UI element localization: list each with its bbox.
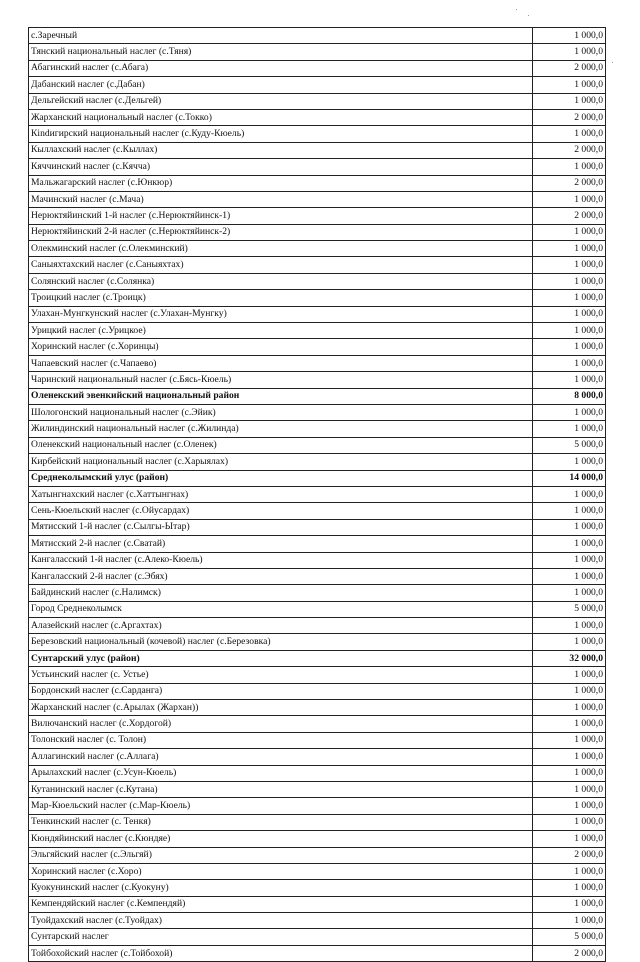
amount-cell: 1 000,0 xyxy=(533,585,606,601)
table-row xyxy=(29,224,606,240)
settlement-name-cell: Кирбейский национальный наслег (с.Харыялах) xyxy=(29,454,533,470)
table-row xyxy=(29,306,606,322)
settlement-name-cell: Кутанинский наслег (с.Кутана) xyxy=(29,781,533,797)
amount-cell: 1 000,0 xyxy=(533,290,606,306)
settlement-name-cell: Толонский наслег (с. Толон) xyxy=(29,732,533,748)
settlement-name-cell: Хатынгнахский наслег (с.Хаттынгнах) xyxy=(29,486,533,502)
amount-cell: 1 000,0 xyxy=(533,503,606,519)
amount-cell: 1 000,0 xyxy=(533,568,606,584)
amount-cell: 1 000,0 xyxy=(533,683,606,699)
amount-cell: 2 000,0 xyxy=(533,208,606,224)
allocation-table xyxy=(28,27,606,962)
settlement-name-cell: Кыллахский наслег (с.Кыллах) xyxy=(29,142,533,158)
settlement-name-cell: Алазейский наслег (с.Аргахтах) xyxy=(29,618,533,634)
table-row xyxy=(29,749,606,765)
settlement-name-cell: Куокунинский наслег (с.Куокуну) xyxy=(29,880,533,896)
settlement-name-cell: Кяччинский наслег (с.Кячча) xyxy=(29,159,533,175)
settlement-name-cell: Урицкий наслег (с.Урицкое) xyxy=(29,323,533,339)
amount-cell: 1 000,0 xyxy=(533,732,606,748)
amount-cell: 1 000,0 xyxy=(533,93,606,109)
settlement-name-cell: Саныяхтахский наслег (с.Саныяхтах) xyxy=(29,257,533,273)
settlement-name-cell: Солянский наслег (с.Солянка) xyxy=(29,273,533,289)
table-row xyxy=(29,191,606,207)
table-row xyxy=(29,913,606,929)
district-total-row xyxy=(29,650,606,666)
table-row xyxy=(29,159,606,175)
table-row xyxy=(29,863,606,879)
amount-cell: 1 000,0 xyxy=(533,454,606,470)
amount-cell: 1 000,0 xyxy=(533,159,606,175)
table-row xyxy=(29,142,606,158)
settlement-name-cell: Олекминский наслег (с.Олекминский) xyxy=(29,241,533,257)
amount-cell: 14 000,0 xyxy=(533,470,606,486)
amount-cell: 1 000,0 xyxy=(533,765,606,781)
table-row xyxy=(29,60,606,76)
settlement-name-cell: Жарханский наслег (с.Арылах (Жархан)) xyxy=(29,700,533,716)
table-row xyxy=(29,568,606,584)
table-row xyxy=(29,601,606,617)
scan-speck xyxy=(516,9,517,10)
amount-cell: 1 000,0 xyxy=(533,781,606,797)
table-row xyxy=(29,437,606,453)
table-row xyxy=(29,929,606,945)
settlement-name-cell: Устьинский наслег (с. Устье) xyxy=(29,667,533,683)
settlement-name-cell: Бордонский наслег (с.Сарданга) xyxy=(29,683,533,699)
table-row xyxy=(29,519,606,535)
amount-cell: 2 000,0 xyxy=(533,109,606,125)
settlement-name-cell: Байдинский наслег (с.Налимск) xyxy=(29,585,533,601)
table-row xyxy=(29,273,606,289)
amount-cell: 1 000,0 xyxy=(533,798,606,814)
settlement-name-cell: Мальжагарский наслег (с.Юнкюр) xyxy=(29,175,533,191)
district-total-row xyxy=(29,470,606,486)
settlement-name-cell: Сень-Кюельский наслег (с.Ойусардах) xyxy=(29,503,533,519)
table-row xyxy=(29,945,606,961)
amount-cell: 1 000,0 xyxy=(533,913,606,929)
settlement-name-cell: Кангаласский 2-й наслег (с.Эбях) xyxy=(29,568,533,584)
table-row xyxy=(29,847,606,863)
settlement-name-cell: Абагинский наслег (с.Абага) xyxy=(29,60,533,76)
settlement-name-cell: Нерюктяйинский 2-й наслег (с.Нерюктяйинск-2) xyxy=(29,224,533,240)
table-row xyxy=(29,421,606,437)
table-row xyxy=(29,28,606,44)
settlement-name-cell: Кангаласский 1-й наслег (с.Алеко-Кюель) xyxy=(29,552,533,568)
table-row xyxy=(29,454,606,470)
amount-cell: 2 000,0 xyxy=(533,60,606,76)
amount-cell: 1 000,0 xyxy=(533,257,606,273)
amount-cell: 1 000,0 xyxy=(533,552,606,568)
settlement-name-cell: Кindигирский национальный наслег (с.Куду-Кюель) xyxy=(29,126,533,142)
settlement-name-cell: Дельгейский наслег (с.Дельгей) xyxy=(29,93,533,109)
amount-cell: 1 000,0 xyxy=(533,44,606,60)
amount-cell: 1 000,0 xyxy=(533,224,606,240)
settlement-name-cell: Оленекский национальный наслег (с.Оленек) xyxy=(29,437,533,453)
amount-cell: 1 000,0 xyxy=(533,634,606,650)
settlement-name-cell: Среднеколымский улус (район) xyxy=(29,470,533,486)
amount-cell: 1 000,0 xyxy=(533,536,606,552)
amount-cell: 32 000,0 xyxy=(533,650,606,666)
table-row xyxy=(29,896,606,912)
table-row xyxy=(29,126,606,142)
amount-cell: 1 000,0 xyxy=(533,241,606,257)
table-row xyxy=(29,109,606,125)
settlement-name-cell: Шологонский национальный наслег (с.Эйик) xyxy=(29,404,533,420)
settlement-name-cell: Тенкинский наслег (с. Тенкя) xyxy=(29,814,533,830)
amount-cell: 1 000,0 xyxy=(533,700,606,716)
amount-cell: 1 000,0 xyxy=(533,863,606,879)
settlement-name-cell: Мар-Кюельский наслег (с.Мар-Кюель) xyxy=(29,798,533,814)
amount-cell: 1 000,0 xyxy=(533,126,606,142)
settlement-name-cell: Хоринский наслег (с.Хоро) xyxy=(29,863,533,879)
table-row xyxy=(29,323,606,339)
settlement-name-cell: Нерюктяйинский 1-й наслег (с.Нерюктяйинск-1) xyxy=(29,208,533,224)
settlement-name-cell: с.Заречный xyxy=(29,28,533,44)
amount-cell: 1 000,0 xyxy=(533,486,606,502)
table-row xyxy=(29,716,606,732)
table-row xyxy=(29,503,606,519)
settlement-name-cell: Тянский национальный наслег (с.Тяня) xyxy=(29,44,533,60)
amount-cell: 1 000,0 xyxy=(533,716,606,732)
allocation-table-body xyxy=(29,28,606,962)
table-row xyxy=(29,634,606,650)
table-row xyxy=(29,290,606,306)
scan-speck xyxy=(528,15,529,16)
amount-cell: 1 000,0 xyxy=(533,880,606,896)
table-row xyxy=(29,618,606,634)
amount-cell: 1 000,0 xyxy=(533,28,606,44)
table-row xyxy=(29,372,606,388)
settlement-name-cell: Арылахский наслег (с.Усун-Кюель) xyxy=(29,765,533,781)
amount-cell: 1 000,0 xyxy=(533,372,606,388)
settlement-name-cell: Туойдахский наслег (с.Туойдах) xyxy=(29,913,533,929)
settlement-name-cell: Улахан-Мунгкунский наслег (с.Улахан-Мунгку) xyxy=(29,306,533,322)
amount-cell: 5 000,0 xyxy=(533,929,606,945)
settlement-name-cell: Кемпендяйский наслег (с.Кемпендяй) xyxy=(29,896,533,912)
amount-cell: 2 000,0 xyxy=(533,945,606,961)
table-row xyxy=(29,814,606,830)
amount-cell: 1 000,0 xyxy=(533,618,606,634)
amount-cell: 8 000,0 xyxy=(533,388,606,404)
table-row xyxy=(29,552,606,568)
table-row xyxy=(29,486,606,502)
table-row xyxy=(29,831,606,847)
settlement-name-cell: Мачинский наслег (с.Мача) xyxy=(29,191,533,207)
table-row xyxy=(29,241,606,257)
table-row xyxy=(29,77,606,93)
settlement-name-cell: Эльгяйский наслег (с.Эльгяй) xyxy=(29,847,533,863)
amount-cell: 2 000,0 xyxy=(533,142,606,158)
amount-cell: 1 000,0 xyxy=(533,306,606,322)
settlement-name-cell: Кюндяйинский наслег (с.Кюндяе) xyxy=(29,831,533,847)
table-row xyxy=(29,585,606,601)
table-row xyxy=(29,257,606,273)
amount-cell: 1 000,0 xyxy=(533,831,606,847)
table-row xyxy=(29,208,606,224)
table-row xyxy=(29,93,606,109)
amount-cell: 1 000,0 xyxy=(533,519,606,535)
table-row xyxy=(29,683,606,699)
settlement-name-cell: Аллагинский наслег (с.Аллага) xyxy=(29,749,533,765)
table-row xyxy=(29,339,606,355)
settlement-name-cell: Мятисский 1-й наслег (с.Сылгы-Ытар) xyxy=(29,519,533,535)
settlement-name-cell: Жарханский национальный наслег (с.Токко) xyxy=(29,109,533,125)
amount-cell: 5 000,0 xyxy=(533,601,606,617)
settlement-name-cell: Город Среднеколымск xyxy=(29,601,533,617)
amount-cell: 5 000,0 xyxy=(533,437,606,453)
amount-cell: 1 000,0 xyxy=(533,339,606,355)
settlement-name-cell: Чапаевский наслег (с.Чапаево) xyxy=(29,355,533,371)
amount-cell: 1 000,0 xyxy=(533,355,606,371)
amount-cell: 1 000,0 xyxy=(533,273,606,289)
settlement-name-cell: Хоринский наслег (с.Хоринцы) xyxy=(29,339,533,355)
table-row xyxy=(29,798,606,814)
table-row xyxy=(29,732,606,748)
amount-cell: 1 000,0 xyxy=(533,404,606,420)
amount-cell: 1 000,0 xyxy=(533,814,606,830)
scan-speck xyxy=(612,62,613,63)
settlement-name-cell: Мятисский 2-й наслег (с.Сватай) xyxy=(29,536,533,552)
table-row xyxy=(29,667,606,683)
table-row xyxy=(29,536,606,552)
amount-cell: 1 000,0 xyxy=(533,323,606,339)
amount-cell: 1 000,0 xyxy=(533,191,606,207)
table-row xyxy=(29,765,606,781)
settlement-name-cell: Березовский национальный (кочевой) наслег (с.Березовка) xyxy=(29,634,533,650)
table-row xyxy=(29,781,606,797)
settlement-name-cell: Троицкий наслег (с.Троицк) xyxy=(29,290,533,306)
table-row xyxy=(29,44,606,60)
table-row xyxy=(29,700,606,716)
amount-cell: 1 000,0 xyxy=(533,421,606,437)
amount-cell: 1 000,0 xyxy=(533,667,606,683)
settlement-name-cell: Вилючанский наслег (с.Хордогой) xyxy=(29,716,533,732)
amount-cell: 1 000,0 xyxy=(533,896,606,912)
settlement-name-cell: Жилиндинский национальный наслег (с.Жилинда) xyxy=(29,421,533,437)
amount-cell: 2 000,0 xyxy=(533,175,606,191)
settlement-name-cell: Оленекский эвенкийский национальный район xyxy=(29,388,533,404)
settlement-name-cell: Сунтарский улус (район) xyxy=(29,650,533,666)
settlement-name-cell: Сунтарский наслег xyxy=(29,929,533,945)
settlement-name-cell: Тойбохойский наслег (с.Тойбохой) xyxy=(29,945,533,961)
district-total-row xyxy=(29,388,606,404)
table-row xyxy=(29,404,606,420)
table-row xyxy=(29,880,606,896)
amount-cell: 1 000,0 xyxy=(533,749,606,765)
amount-cell: 1 000,0 xyxy=(533,77,606,93)
table-row xyxy=(29,355,606,371)
amount-cell: 2 000,0 xyxy=(533,847,606,863)
settlement-name-cell: Дабанский наслег (с.Дабан) xyxy=(29,77,533,93)
table-row xyxy=(29,175,606,191)
settlement-name-cell: Чаринский национальный наслег (с.Бясь-Кюель) xyxy=(29,372,533,388)
